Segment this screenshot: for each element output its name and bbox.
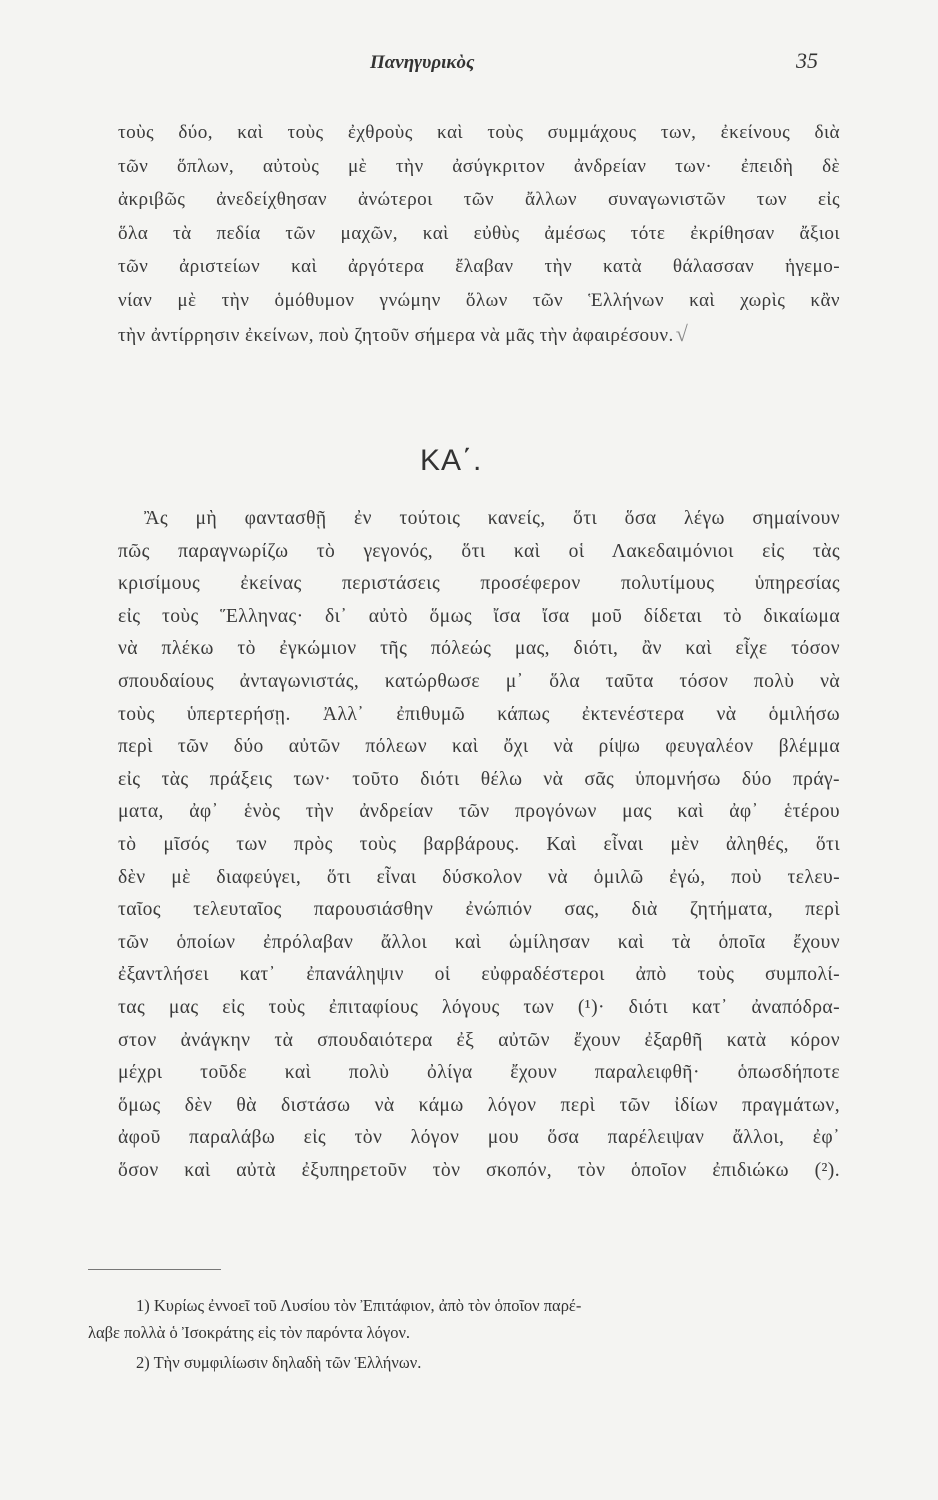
paragraph-2: [118, 503, 840, 1187]
text-line: στον ἀνάγκην τὰ σπουδαιότερα ἐξ αὐτῶν ἔχουν ἐξαρθῆ κατὰ κόρον: [118, 1029, 840, 1051]
text-line: εἰς τοὺς Ἕλληνας· δι᾿ αὐτὸ ὅμως ἴσα ἴσα μοῦ δίδεται τὸ δικαίωμα: [118, 605, 840, 627]
check-mark: √: [675, 321, 689, 346]
text-line: νίαν μὲ τὴν ὁμόθυμον γνώμην ὅλων τῶν Ἑλλήνων καὶ χωρὶς κἂν: [118, 289, 840, 311]
text-line: τῶν ὅπλων, αὐτοὺς μὲ τὴν ἀσύγκριτον ἀνδρείαν των· ἐπειδὴ δὲ: [118, 155, 840, 177]
text-line-last: [118, 317, 840, 351]
text-line-first: Ἂς μὴ φαντασθῇ ἐν τούτοις κανείς, ὅτι ὅσα λέγω σημαίνουν: [144, 508, 840, 529]
text-line: ἐξαντλήσει κατ᾿ ἐπανάληψιν οἱ εὐφραδέστεροι ἀπὸ τοὺς συμπολί-: [118, 964, 840, 986]
text-line: νὰ πλέκω τὸ ἐγκώμιον τῆς πόλεώς μας, διότι, ἂν καὶ εἶχε τόσον: [118, 638, 840, 660]
footnote-1-continued: λαβε πολλὰ ὁ Ἰσοκράτης εἰς τὸν παρόντα λόγον.: [88, 1323, 411, 1342]
paragraph-1: [118, 116, 840, 351]
text-line: περὶ τῶν δύο αὐτῶν πόλεων καὶ ὄχι νὰ ρίψω φευγαλέον βλέμμα: [118, 736, 840, 758]
text-line: κρισίμους ἐκείνας περιστάσεις προσέφερον πολυτίμους ὑπηρεσίας: [118, 573, 840, 595]
text-line: τοὺς δύο, καὶ τοὺς ἐχθροὺς καὶ τοὺς συμμάχους των, ἐκείνους διὰ: [118, 122, 840, 143]
footnote-divider: [88, 1269, 221, 1270]
text-line: ταῖος τελευταῖος παρουσιάσθην ἐνώπιόν σας, διὰ ζητήματα, περὶ: [118, 899, 840, 921]
text-line: τας μας εἰς τοὺς ἐπιταφίους λόγους των (¹)· διότι κατ᾿ ἀναπόδρα-: [118, 996, 840, 1018]
text-line: ὅμως δὲν θὰ διστάσω νὰ κάμω λόγον περὶ τῶν ἰδίων πραγμάτων,: [118, 1094, 840, 1116]
running-title: Πανηγυρικὸς: [370, 52, 475, 73]
page-header: [0, 48, 938, 82]
text-line: ὅλα τὰ πεδία τῶν μαχῶν, καὶ εὐθὺς ἀμέσως τότε ἐκρίθησαν ἄξιοι: [118, 222, 840, 244]
text-line: ἀκριβῶς ἀνεδείχθησαν ἀνώτεροι τῶν ἄλλων συναγωνιστῶν των εἰς: [118, 189, 840, 210]
text-line: μέχρι τοῦδε καὶ πολὺ ὀλίγα ἔχουν παραλειφθῆ· ὁπωσδήποτε: [118, 1062, 840, 1084]
text-line: ἀφοῦ παραλάβω εἰς τὸν λόγον μου ὅσα παρέλειψαν ἄλλοι, ἐφ᾿: [118, 1127, 840, 1149]
text-line: σπουδαίους ἀνταγωνιστάς, κατώρθωσε μ᾿ ὅλα ταῦτα τόσον πολὺ νὰ: [118, 670, 840, 692]
page-number: 35: [796, 48, 818, 73]
text-line: εἰς τὰς πράξεις των· τοῦτο διότι θέλω νὰ σᾶς ὑπομνήσω δύο πράγ-: [118, 768, 840, 790]
text-line: ματα, ἀφ᾿ ἑνὸς τὴν ἀνδρείαν τῶν προγόνων μας καὶ ἀφ᾿ ἑτέρου: [118, 801, 840, 823]
text-line: τῶν ἀριστείων καὶ ἀργότερα ἔλαβαν τὴν κατὰ θάλασσαν ἡγεμο-: [118, 256, 840, 277]
footnote-1: 1) Κυρίως ἐννοεῖ τοῦ Λυσίου τὸν Ἐπιτάφιον, ἀπὸ τὸν ὁποῖον παρέ-: [136, 1296, 582, 1315]
text-line-content: τὴν ἀντίρρησιν ἐκείνων, ποὺ ζητοῦν σήμερα νὰ μᾶς τὴν ἀφαιρέσουν.: [118, 325, 674, 346]
footnote-2: 2) Τὴν συμφιλίωσιν δηλαδὴ τῶν Ἑλλήνων.: [136, 1353, 422, 1372]
text-line: τῶν ὁποίων ἐπρόλαβαν ἄλλοι καὶ ὡμίλησαν καὶ τὰ ὁποῖα ἔχουν: [118, 931, 840, 953]
section-heading: ΚΑ΄.: [420, 444, 483, 477]
text-line: πῶς παραγνωρίζω τὸ γεγονός, ὅτι καὶ οἱ Λακεδαιμόνιοι εἰς τὰς: [118, 540, 840, 562]
text-line: τοὺς ὑπερτερήσῃ. Ἀλλ᾿ ἐπιθυμῶ κάπως ἐκτενέστερα νὰ ὁμιλήσω: [118, 703, 840, 725]
text-line: τὸ μῖσός των πρὸς τοὺς βαρβάρους. Καὶ εἶναι μὲν ἀληθές, ὅτι: [118, 833, 840, 855]
text-line: ὅσον καὶ αὐτὰ ἐξυπηρετοῦν τὸν σκοπόν, τὸν ὁποῖον ἐπιδιώκω (²).: [118, 1159, 840, 1181]
text-line: δὲν μὲ διαφεύγει, ὅτι εἶναι δύσκολον νὰ ὁμιλῶ ἐγώ, ποὺ τελευ-: [118, 866, 840, 888]
